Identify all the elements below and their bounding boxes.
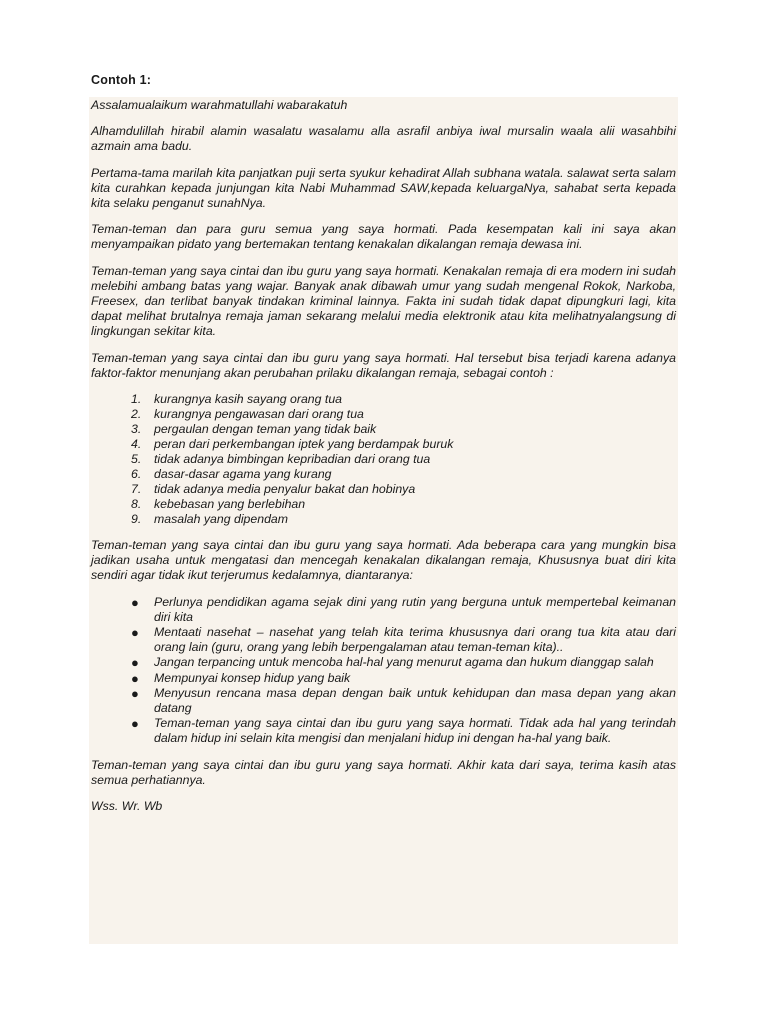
list-item-text: dasar-dasar agama yang kurang bbox=[154, 467, 332, 482]
solutions-list bbox=[91, 595, 676, 747]
bullet-icon: ● bbox=[131, 670, 139, 686]
list-item-text: masalah yang dipendam bbox=[154, 512, 288, 527]
list-item bbox=[91, 625, 676, 655]
paragraph-problem: Teman-teman yang saya cintai dan ibu guru yang saya hormati. Kenakalan remaja di era modern ini sudah melebihi ambang batas yang wajar. Banyak anak dibawah umur yang sudah mengenal Rokok, Narkoba, Freesex, dan terlibat banyak tindakan kriminal lainnya. Fakta ini sudah tidak dapat dipungkuri lagi, kita dapat melihat brutalnya remaja jaman sekarang melalui media elektronik atau kita melihatnyalangsung di lingkungan sekitar kita. bbox=[91, 263, 676, 339]
bullet-icon: ● bbox=[131, 685, 139, 701]
greeting: Assalamualaikum warahmatullahi wabarakatuh bbox=[91, 98, 348, 112]
list-item bbox=[91, 482, 676, 497]
list-item-text: kebebasan yang berlebihan bbox=[154, 497, 306, 512]
document-heading: Contoh 1: bbox=[91, 73, 152, 87]
paragraph-topic-intro: Teman-teman dan para guru semua yang saya hormati. Pada kesempatan kali ini saya akan menyampaikan pidato yang bertemakan tentang kenakalan dikalangan remaja dewasa ini. bbox=[91, 222, 676, 252]
list-item bbox=[91, 671, 676, 686]
bullet-icon: ● bbox=[131, 655, 139, 671]
list-item bbox=[91, 512, 676, 527]
list-item bbox=[91, 452, 676, 467]
causes-list bbox=[91, 392, 676, 527]
list-item bbox=[91, 595, 676, 625]
bullet-icon: ● bbox=[131, 716, 139, 732]
bullet-icon: ● bbox=[131, 625, 139, 641]
list-item bbox=[91, 422, 676, 437]
bullet-icon: ● bbox=[131, 594, 139, 610]
list-number: 5. bbox=[131, 452, 142, 467]
list-number: 3. bbox=[131, 422, 142, 437]
list-item-text: Jangan terpancing untuk mencoba hal-hal yang menurut agama dan hukum dianggap salah bbox=[154, 655, 654, 670]
speech-text bbox=[91, 98, 676, 825]
list-number: 1. bbox=[131, 392, 142, 407]
paragraph-closing-thanks: Teman-teman yang saya cintai dan ibu guru yang saya hormati. Akhir kata dari saya, terima kasih atas semua perhatiannya. bbox=[91, 757, 676, 787]
list-item-text: Menyusun rencana masa depan dengan baik untuk kehidupan dan masa depan yang akan datang bbox=[154, 685, 676, 716]
list-number: 2. bbox=[131, 407, 142, 422]
list-item-text: Perlunya pendidikan agama sejak dini yang rutin yang berguna untuk mempertebal keimanan diri kita bbox=[154, 594, 676, 624]
list-item-text: Teman-teman yang saya cintai dan ibu guru yang saya hormati. Tidak ada hal yang terindah dalam hidup ini selain kita mengisi dan menjalani hidup ini dengan ha-hal yang baik. bbox=[154, 716, 676, 746]
list-item-text: tidak adanya media penyalur bakat dan hobinya bbox=[154, 482, 416, 497]
paragraph-causes-intro: Teman-teman yang saya cintai dan ibu guru yang saya hormati. Hal tersebut bisa terjadi karena adanya faktor-faktor menunjang akan perubahan prilaku dikalangan remaja, sebagai contoh : bbox=[91, 350, 676, 380]
list-item-text: kurangnya kasih sayang orang tua bbox=[154, 392, 342, 407]
list-item bbox=[91, 716, 676, 746]
list-item-text: kurangnya pengawasan dari orang tua bbox=[154, 407, 364, 422]
list-item bbox=[91, 467, 676, 482]
paragraph-solutions-intro: Teman-teman yang saya cintai dan ibu guru yang saya hormati. Ada beberapa cara yang mungkin bisa jadikan usaha untuk mengatasi dan mencegah kenakalan dikalangan remaja, Khususnya buat diri kita sendiri agar tidak ikut terjerumus kedalamnya, diantaranya: bbox=[91, 538, 676, 583]
list-item bbox=[91, 407, 676, 422]
list-number: 6. bbox=[131, 467, 142, 482]
list-number: 4. bbox=[131, 437, 142, 452]
list-item-text: tidak adanya bimbingan kepribadian dari orang tua bbox=[154, 452, 431, 467]
list-item bbox=[91, 497, 676, 512]
closing-salutation: Wss. Wr. Wb bbox=[91, 799, 163, 814]
list-item-text: Mentaati nasehat – nasehat yang telah kita terima khususnya dari orang tua kita atau dari orang lain (guru, orang yang lebih berpengalaman atau teman-teman kita).. bbox=[154, 625, 676, 655]
list-item bbox=[91, 392, 676, 407]
list-number: 8. bbox=[131, 497, 142, 512]
list-item-text: peran dari perkembangan iptek yang berdampak buruk bbox=[154, 437, 454, 452]
list-item bbox=[91, 686, 676, 716]
list-number: 7. bbox=[131, 482, 142, 497]
paragraph-gratitude: Pertama-tama marilah kita panjatkan puji serta syukur kehadirat Allah subhana watala. salawat serta salam kita curahkan kepada junjungan kita Nabi Muhammad SAW,kepada keluargaNya, sahabat serta kepada kita selaku penganut sunahNya. bbox=[91, 165, 676, 211]
list-item bbox=[91, 655, 676, 670]
list-item bbox=[91, 437, 676, 452]
list-item-text: pergaulan dengan teman yang tidak baik bbox=[154, 422, 377, 437]
paragraph-opening-prayer: Alhamdulillah hirabil alamin wasalatu wasalamu alla asrafil anbiya iwal mursalin waala alii wasahbihi azmain ama badu. bbox=[91, 124, 676, 154]
list-item-text: Mempunyai konsep hidup yang baik bbox=[154, 670, 351, 685]
list-number: 9. bbox=[131, 512, 142, 527]
